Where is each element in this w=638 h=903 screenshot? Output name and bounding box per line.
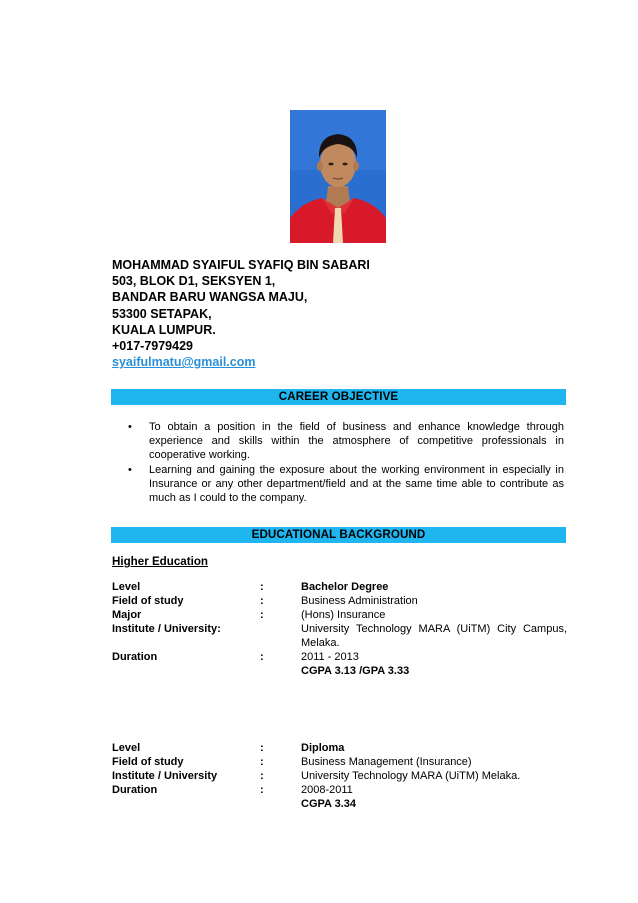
row-label: Major <box>112 609 142 621</box>
row-label: Field of study <box>112 595 184 607</box>
row-colon: : <box>260 784 264 796</box>
row-value: University Technology MARA (UiTM) Melaka. <box>301 770 521 782</box>
bullet-icon: • <box>128 421 132 433</box>
row-label: Institute / University: <box>112 623 221 635</box>
row-value: University Technology MARA (UiTM) City Campus, Melaka. <box>301 623 567 650</box>
grade-value: CGPA 3.13 /GPA 3.33 <box>301 665 410 677</box>
educational-background-heading: EDUCATIONAL BACKGROUND <box>111 527 566 543</box>
row-value: Bachelor Degree <box>301 581 389 593</box>
bullet-icon: • <box>128 463 132 476</box>
contact-block <box>112 257 532 370</box>
list-item <box>128 463 564 506</box>
row-colon: : <box>260 756 264 768</box>
row-colon: : <box>260 651 264 663</box>
row-label: Field of study <box>112 756 184 768</box>
career-objective-text: To obtain a position in the field of business and enhance knowledge through experience and skills within the atmosphere of competitive professionals in cooperative working. <box>149 421 564 462</box>
row-value: (Hons) Insurance <box>301 609 386 621</box>
address-line-4: KUALA LUMPUR. <box>112 322 216 337</box>
email-link[interactable]: syaifulmatu@gmail.com <box>112 355 256 370</box>
grade-value: CGPA 3.34 <box>301 798 357 810</box>
row-colon: : <box>260 770 264 782</box>
row-label: Institute / University <box>112 770 218 782</box>
address-line-1: 503, BLOK D1, SEKSYEN 1, <box>112 274 276 289</box>
address-line-3: 53300 SETAPAK, <box>112 306 212 321</box>
profile-photo <box>290 110 386 243</box>
row-label: Level <box>112 581 141 593</box>
career-objective-text: Learning and gaining the exposure about the working environment in especially in Insurance or any other department/field and at the same time able to contribute as much as I could to the company. <box>149 463 564 505</box>
row-colon: : <box>260 595 264 607</box>
phone-number: +017-7979429 <box>112 339 193 354</box>
row-label: Level <box>112 742 141 754</box>
row-colon: : <box>260 581 264 593</box>
career-objective-heading: CAREER OBJECTIVE <box>111 389 566 405</box>
profile-photo-illustration <box>290 110 386 243</box>
address-line-2: BANDAR BARU WANGSA MAJU, <box>112 290 308 305</box>
row-value: Business Administration <box>301 595 418 607</box>
row-value: Business Management (Insurance) <box>301 756 472 768</box>
row-label: Duration <box>112 651 158 663</box>
row-value: Diploma <box>301 742 345 754</box>
higher-education-heading: Higher Education <box>112 555 208 568</box>
full-name: MOHAMMAD SYAIFUL SYAFIQ BIN SABARI <box>112 258 370 272</box>
row-value: 2011 - 2013 <box>301 651 359 663</box>
list-item <box>128 420 564 463</box>
row-colon: : <box>260 609 264 621</box>
row-label: Duration <box>112 784 158 796</box>
career-objective-list <box>128 420 564 505</box>
row-colon: : <box>260 742 264 754</box>
row-value: 2008-2011 <box>301 784 353 796</box>
